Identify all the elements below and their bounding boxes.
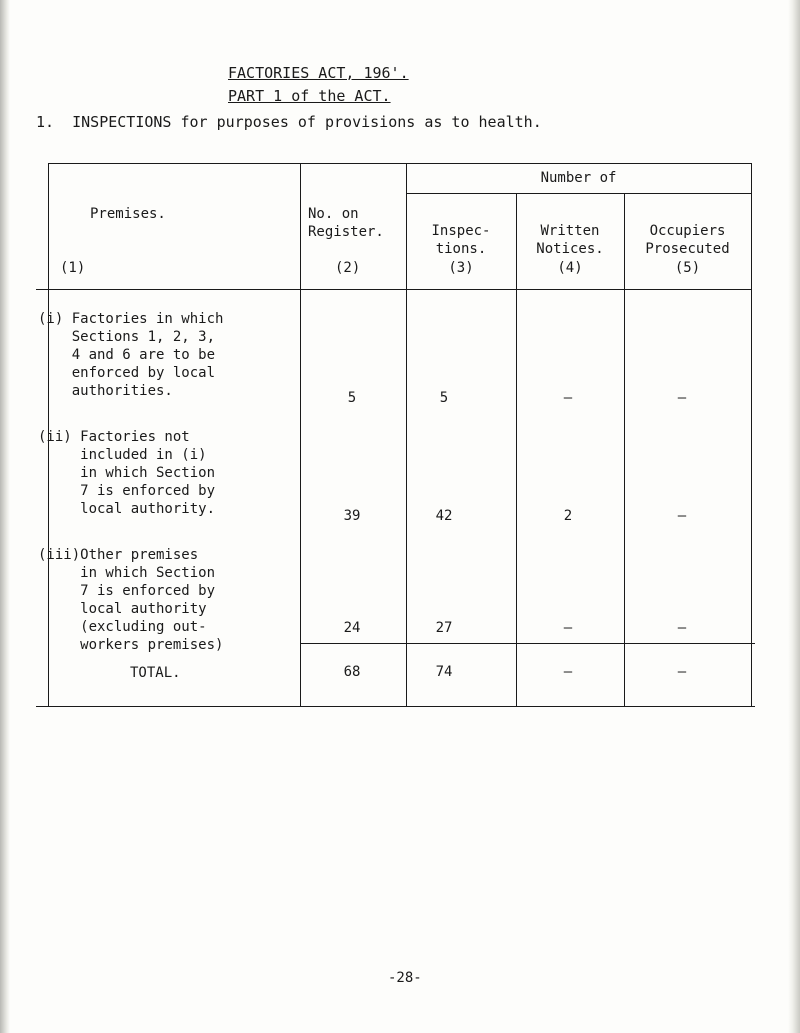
total-prosecuted: — [677, 664, 687, 680]
row-1-inspections: 5 [439, 390, 449, 406]
scan-left-edge [0, 0, 10, 1033]
table-top-rule [48, 163, 751, 164]
section-heading: 1. INSPECTIONS for purposes of provisions as to health. [36, 113, 542, 131]
col-right-rule [751, 163, 752, 706]
header-prosecuted-num: (5) [674, 260, 701, 276]
row-3-notices: — [563, 620, 573, 636]
scan-right-edge [788, 0, 800, 1033]
total-inspections: 74 [435, 664, 453, 680]
row-3-register: 24 [343, 620, 361, 636]
row-2-prosecuted: — [677, 508, 687, 524]
header-register-num: (2) [335, 260, 361, 276]
total-label: TOTAL. [130, 665, 181, 681]
number-of-rule [406, 193, 751, 194]
row-2-label: (ii) Factories not included in (i) in which Section 7 is enforced by local authority. [38, 429, 216, 517]
header-number-of: Number of [540, 170, 617, 186]
header-premises: Premises. [90, 206, 166, 222]
header-premises-num: (1) [60, 260, 86, 276]
row-2-inspections: 42 [435, 508, 453, 524]
row-3-prosecuted: — [677, 620, 687, 636]
row-3-label: (iii)Other premises in which Section 7 is enforced by local authority (excluding out- workers premises) [38, 547, 224, 653]
header-inspections-num: (3) [448, 260, 474, 276]
total-top-rule [300, 643, 755, 644]
row-1-prosecuted: — [677, 390, 687, 406]
row-2-register: 39 [343, 508, 361, 524]
header-inspections: Inspec- tions. [431, 223, 491, 257]
total-register: 68 [343, 664, 361, 680]
header-notices: Written Notices. [536, 223, 604, 257]
col-register-rule [300, 163, 301, 706]
total-notices: — [563, 664, 573, 680]
row-1-register: 5 [347, 390, 357, 406]
document-subtitle: PART 1 of the ACT. [228, 87, 391, 105]
table-bottom-rule [36, 706, 755, 707]
header-register: No. on Register. [308, 206, 384, 240]
header-bottom-rule [36, 289, 751, 290]
header-prosecuted: Occupiers Prosecuted [645, 223, 730, 257]
header-notices-num: (4) [557, 260, 583, 276]
document-title: FACTORIES ACT, 196'. [228, 64, 409, 82]
row-3-inspections: 27 [435, 620, 453, 636]
page-number: -28- [388, 970, 422, 986]
row-2-notices: 2 [563, 508, 573, 524]
row-1-notices: — [563, 390, 573, 406]
row-1-label: (i) Factories in which Sections 1, 2, 3, 4 and 6 are to be enforced by local authorities. [38, 311, 224, 399]
